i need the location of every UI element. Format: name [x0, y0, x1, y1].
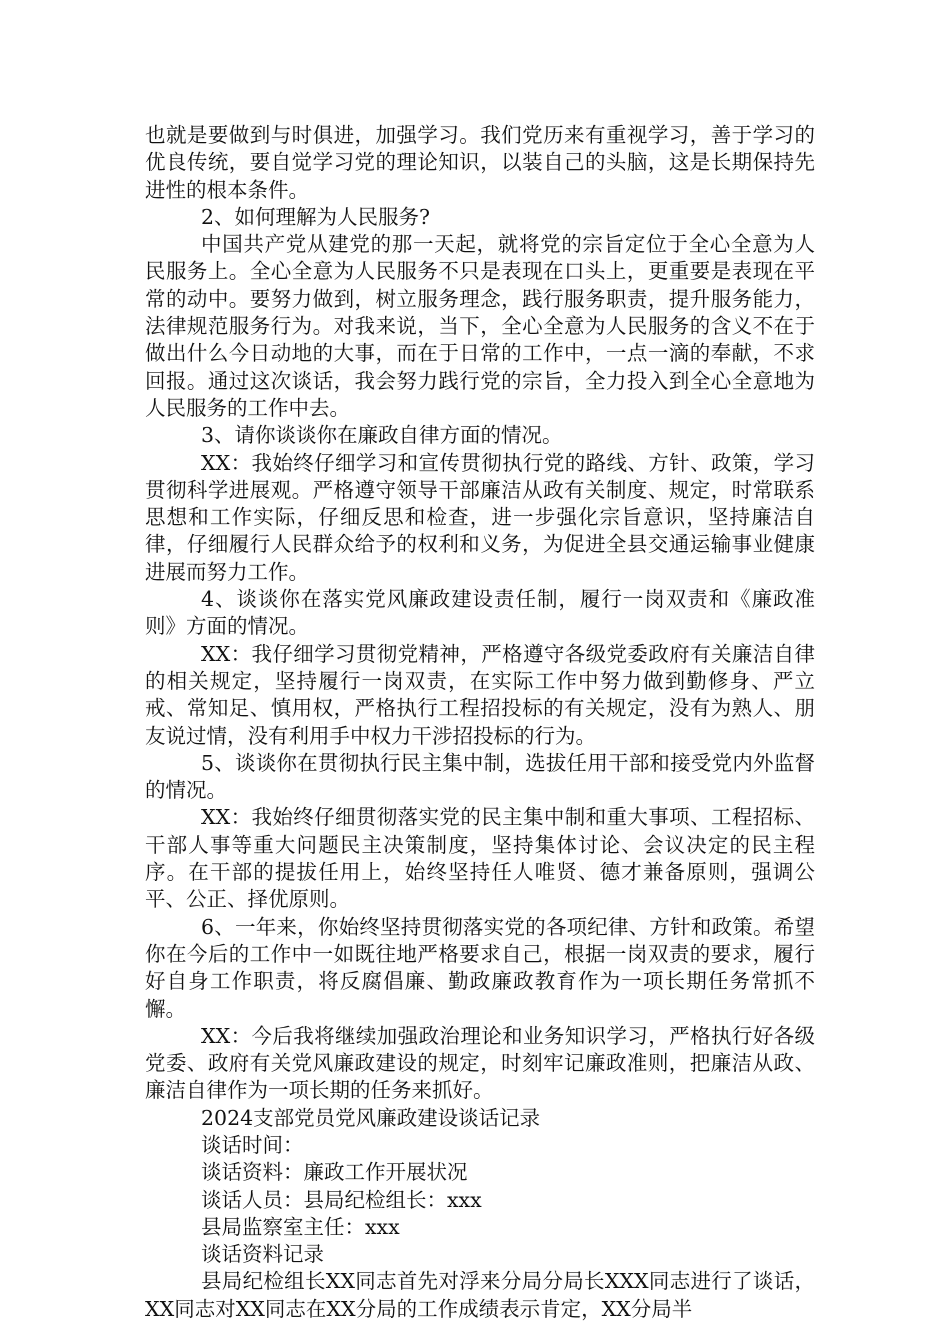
- talk-topic-line: 谈话资料：廉政工作开展状况: [201, 1160, 468, 1185]
- answer-2-paragraph: 中国共产党从建党的那一天起，就将党的宗旨定位于全心全意为人民服务上。全心全意为人民服务不只是表现在口头上，更重要是表现在平常的动中。要努力做到，树立服务理念，践行服务职责，提升服务能力，法律规范服务行为。对我来说，当下，全心全意为人民服务的含义不在于做出什么今日动地的大事，而在于日常的工作中，一点一滴的奉献，不求回报。通过这次谈话，我会努力践行党的宗旨，全力投入到全心全意地为人民服务的工作中去。: [145, 232, 815, 420]
- answer-5-paragraph: XX：我始终仔细贯彻落实党的民主集中制和重大事项、工程招标、干部人事等重大问题民主决策制度，坚持集体讨论、会议决定的民主程序。在干部的提拔任用上，始终坚持任人唯贤、德才兼备原则，强调公平、公正、择优原则。: [145, 805, 815, 912]
- question-6-heading: 6、一年来，你始终坚持贯彻落实党的各项纪律、方针和政策。希望你在今后的工作中一如既往地严格要求自己，根据一岗双责的要求，履行好自身工作职责，将反腐倡廉、勤政廉政教育作为一项长期任务常抓不懈。: [145, 914, 815, 1021]
- record-title: 2024支部党员党风廉政建设谈话记录: [201, 1105, 541, 1130]
- talk-time-line: 谈话时间：: [201, 1132, 304, 1157]
- answer-4-paragraph: XX：我仔细学习贯彻党精神，严格遵守各级党委政府有关廉洁自律的相关规定，坚持履行一岗双责，在实际工作中努力做到勤修身、严立戒、常知足、慎用权，严格执行工程招投标的有关规定，没有为熟人、朋友说过情，没有利用手中权力干涉招投标的行为。: [145, 641, 815, 748]
- talk-people-line-2: 县局监察室主任：xxx: [201, 1214, 400, 1239]
- talk-people-line: 谈话人员：县局纪检组长：xxx: [201, 1187, 482, 1212]
- paragraph-intro: 也就是要做到与时俱进，加强学习。我们党历来有重视学习，善于学习的优良传统，要自觉学习党的理论知识，以装自己的头脑，这是长期保持先进性的根本条件。: [145, 123, 815, 202]
- question-2-heading: 2、如何理解为人民服务?: [201, 204, 431, 229]
- answer-3-paragraph: XX：我始终仔细学习和宣传贯彻执行党的路线、方针、政策，学习贯彻科学进展观。严格遵守领导干部廉洁从政有关制度、规定，时常联系思想和工作实际，仔细反思和检查，进一步强化宗旨意识，坚持廉洁自律，仔细履行人民群众给予的权利和义务，为促进全县交通运输事业健康进展而努力工作。: [145, 450, 815, 584]
- question-4-heading: 4、谈谈你在落实党风廉政建设责任制，履行一岗双责和《廉政准则》方面的情况。: [145, 587, 815, 639]
- talk-record-heading: 谈话资料记录: [201, 1242, 324, 1267]
- question-5-heading: 5、谈谈你在贯彻执行民主集中制，选拔任用干部和接受党内外监督的情况。: [145, 750, 815, 803]
- answer-6-paragraph: XX：今后我将继续加强政治理论和业务知识学习，严格执行好各级党委、政府有关党风廉政建设的规定，时刻牢记廉政准则，把廉洁从政、廉洁自律作为一项长期的任务来抓好。: [145, 1023, 815, 1103]
- question-3-heading: 3、请你谈谈你在廉政自律方面的情况。: [201, 423, 563, 448]
- talk-record-paragraph: 县局纪检组长XX同志首先对浮来分局分局长XXX同志进行了谈话，XX同志对XX同志在XX分局的工作成绩表示肯定，XX分局半: [145, 1269, 815, 1321]
- document-body: [145, 122, 815, 1323]
